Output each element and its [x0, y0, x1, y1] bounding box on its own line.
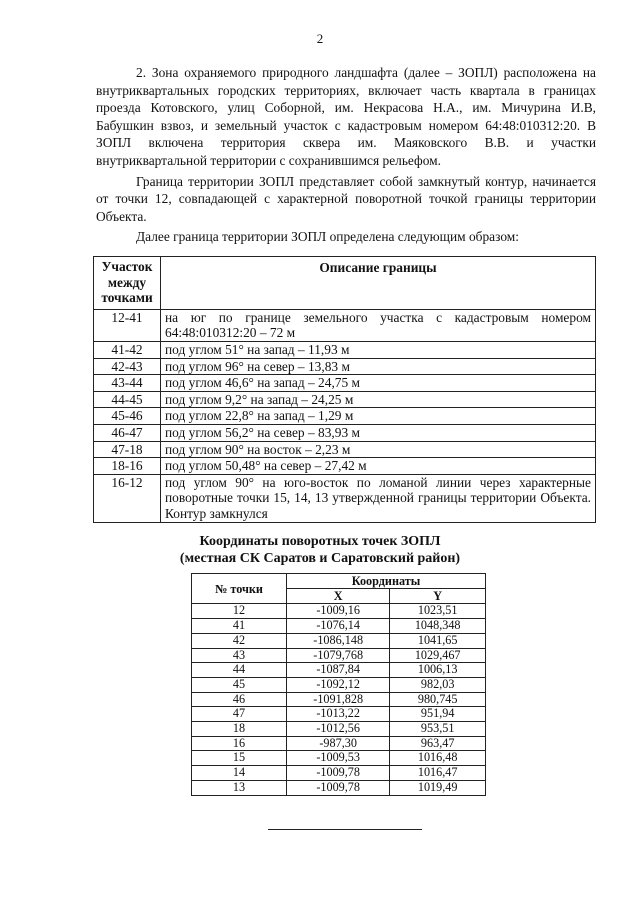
- point-number-cell: 45: [192, 677, 287, 692]
- boundary-table-row: [94, 341, 596, 358]
- point-number-cell: 14: [192, 766, 287, 781]
- segment-cell: 42-43: [94, 358, 161, 375]
- description-cell: под углом 9,2° на запад – 24,25 м: [161, 391, 596, 408]
- segment-cell: 47-18: [94, 441, 161, 458]
- y-coordinate-cell: 963,47: [390, 736, 486, 751]
- segment-cell: 45-46: [94, 408, 161, 425]
- y-coordinate-cell: 953,51: [390, 722, 486, 737]
- footer-divider: [268, 829, 422, 830]
- x-coordinate-cell: -1086,148: [287, 633, 390, 648]
- coordinates-title: [0, 533, 640, 567]
- x-coordinate-cell: -1013,22: [287, 707, 390, 722]
- point-number-cell: 15: [192, 751, 287, 766]
- coords-table-row: [192, 707, 486, 722]
- x-coordinate-cell: -1079,768: [287, 648, 390, 663]
- description-cell: под углом 51° на запад – 11,93 м: [161, 341, 596, 358]
- header-x: X: [287, 589, 390, 604]
- y-coordinate-cell: 1016,47: [390, 766, 486, 781]
- y-coordinate-cell: 1048,348: [390, 619, 486, 634]
- point-number-cell: 47: [192, 707, 287, 722]
- coords-table-row: [192, 736, 486, 751]
- page-number: 2: [316, 31, 324, 46]
- description-cell: под углом 90° на юго-восток по ломаной линии через характерные поворотные точки 15, 14, 13 утвержденной границы территории Объекта. Контур замкнулся: [161, 474, 596, 522]
- coords-table-row: [192, 692, 486, 707]
- x-coordinate-cell: -1009,53: [287, 751, 390, 766]
- x-coordinate-cell: -987,30: [287, 736, 390, 751]
- y-coordinate-cell: 1041,65: [390, 633, 486, 648]
- description-cell: под углом 22,8° на запад – 1,29 м: [161, 408, 596, 425]
- y-coordinate-cell: 982,03: [390, 677, 486, 692]
- coords-table-body: [192, 604, 486, 795]
- coords-table-row: [192, 633, 486, 648]
- header-description: Описание границы: [161, 257, 596, 310]
- x-coordinate-cell: -1091,828: [287, 692, 390, 707]
- point-number-cell: 13: [192, 780, 287, 795]
- description-cell: под углом 50,48° на север – 27,42 м: [161, 458, 596, 475]
- paragraph-boundary-start: Граница территории ЗОПЛ представляет собой замкнутый контур, начинается от точки 12, совпадающей с характерной поворотной точкой границы территории Объекта.: [96, 173, 596, 224]
- description-cell: на юг по границе земельного участка с кадастровым номером 64:48:010312:20 – 72 м: [161, 309, 596, 341]
- y-coordinate-cell: 1006,13: [390, 663, 486, 678]
- body-text: [96, 64, 596, 246]
- boundary-table-row: [94, 441, 596, 458]
- segment-cell: 12-41: [94, 309, 161, 341]
- point-number-cell: 42: [192, 633, 287, 648]
- point-number-cell: 16: [192, 736, 287, 751]
- coordinates-table: [191, 573, 486, 796]
- point-number-cell: 12: [192, 604, 287, 619]
- description-cell: под углом 90° на восток – 2,23 м: [161, 441, 596, 458]
- point-number-cell: 41: [192, 619, 287, 634]
- point-number-cell: 44: [192, 663, 287, 678]
- coords-table-row: [192, 677, 486, 692]
- x-coordinate-cell: -1009,16: [287, 604, 390, 619]
- boundary-table-row: [94, 358, 596, 375]
- point-number-cell: 46: [192, 692, 287, 707]
- x-coordinate-cell: -1012,56: [287, 722, 390, 737]
- coords-table-row: [192, 663, 486, 678]
- y-coordinate-cell: 951,94: [390, 707, 486, 722]
- paragraph-zone-description: 2. Зона охраняемого природного ландшафта (далее – ЗОПЛ) расположена на внутриквартальных городских территориях, включает часть квартала в границах проезда Котовского, улиц Соборной, им. Некрасова Н.А., им. Мичурина И.В, Бабушкин взвоз, и земельный участок с кадастровым номером 64:48:010312:20. В ЗОПЛ включена территория сквера им. Маяковского В.В. и участки внутриквартальной территории с сохранившимся рельефом.: [96, 65, 596, 168]
- boundary-table-row: [94, 474, 596, 522]
- header-segment: Участок между точками: [94, 257, 161, 310]
- y-coordinate-cell: 1016,48: [390, 751, 486, 766]
- boundary-table-row: [94, 458, 596, 475]
- segment-cell: 18-16: [94, 458, 161, 475]
- x-coordinate-cell: -1092,12: [287, 677, 390, 692]
- boundary-description-table: [93, 256, 596, 523]
- boundary-table-header-row: [94, 257, 596, 310]
- point-number-cell: 18: [192, 722, 287, 737]
- x-coordinate-cell: -1009,78: [287, 780, 390, 795]
- point-number-cell: 43: [192, 648, 287, 663]
- paragraph-boundary-intro: Далее граница территории ЗОПЛ определена следующим образом:: [136, 229, 519, 245]
- header-point-number: № точки: [192, 574, 287, 604]
- boundary-table-body: [94, 309, 596, 522]
- description-cell: под углом 46,6° на запад – 24,75 м: [161, 375, 596, 392]
- coords-table-row: [192, 766, 486, 781]
- boundary-table-row: [94, 375, 596, 392]
- coords-table-row: [192, 780, 486, 795]
- coords-table-row: [192, 648, 486, 663]
- segment-cell: 44-45: [94, 391, 161, 408]
- segment-cell: 46-47: [94, 424, 161, 441]
- boundary-table-row: [94, 391, 596, 408]
- header-coordinates: Координаты: [287, 574, 486, 589]
- coords-table-row: [192, 751, 486, 766]
- segment-cell: 43-44: [94, 375, 161, 392]
- y-coordinate-cell: 1029,467: [390, 648, 486, 663]
- x-coordinate-cell: -1076,14: [287, 619, 390, 634]
- description-cell: под углом 96° на север – 13,83 м: [161, 358, 596, 375]
- coords-table-row: [192, 619, 486, 634]
- boundary-table-row: [94, 309, 596, 341]
- coords-header-row: [192, 574, 486, 589]
- description-cell: под углом 56,2° на север – 83,93 м: [161, 424, 596, 441]
- x-coordinate-cell: -1009,78: [287, 766, 390, 781]
- x-coordinate-cell: -1087,84: [287, 663, 390, 678]
- boundary-table-row: [94, 408, 596, 425]
- coords-table-row: [192, 722, 486, 737]
- segment-cell: 16-12: [94, 474, 161, 522]
- y-coordinate-cell: 980,745: [390, 692, 486, 707]
- y-coordinate-cell: 1023,51: [390, 604, 486, 619]
- segment-cell: 41-42: [94, 341, 161, 358]
- coordinates-title-line1: Координаты поворотных точек ЗОПЛ: [199, 534, 441, 549]
- y-coordinate-cell: 1019,49: [390, 780, 486, 795]
- coords-table-row: [192, 604, 486, 619]
- header-y: Y: [390, 589, 486, 604]
- boundary-table-row: [94, 424, 596, 441]
- coordinates-title-line2: (местная СК Саратов и Саратовский район): [179, 551, 461, 566]
